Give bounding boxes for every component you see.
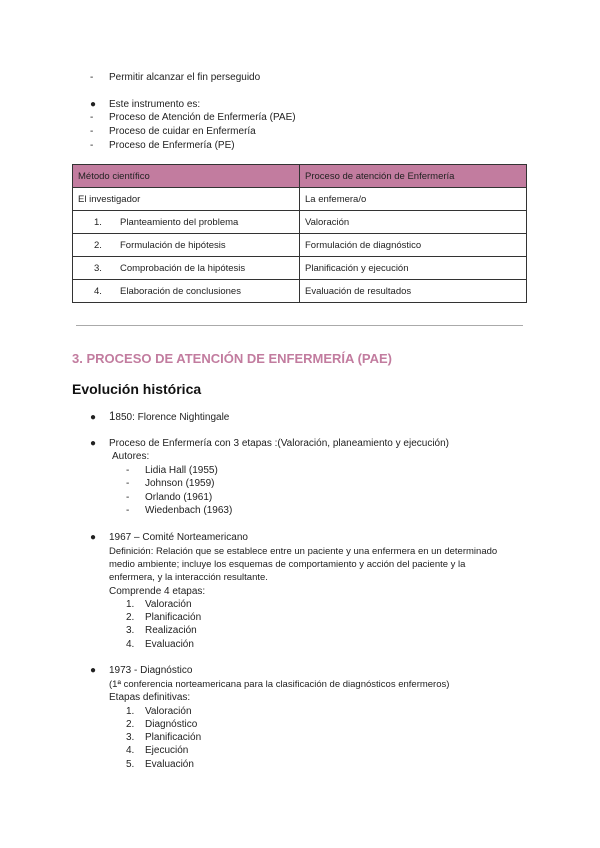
table-row [73, 188, 527, 211]
table-cell: Formulación de diagnóstico [300, 234, 527, 257]
stage-item: 1. Valoración [126, 706, 192, 717]
table-cell: 4. Elaboración de conclusiones [73, 280, 300, 303]
stage-item: 2. Planificación [126, 612, 202, 623]
stage-item: 3. Planificación [126, 732, 202, 743]
history-bullet-1967: ● 1967 – Comité Norteamericano [90, 532, 248, 543]
stage-item: 4. Evaluación [126, 639, 194, 650]
intro-sub-item: - Proceso de Atención de Enfermería (PAE) [90, 112, 296, 123]
bullet-marker: ● [90, 532, 97, 543]
stage-item: 4. Ejecución [126, 745, 189, 756]
table-header-row [73, 165, 527, 188]
definition-line: enfermera, y la interacción resultante. [109, 572, 268, 583]
comparison-table [72, 164, 527, 303]
table-cell: 3. Comprobación de la hipótesis [73, 257, 300, 280]
stages-label: Comprende 4 etapas: [109, 586, 206, 597]
stages-label: Etapas definitivas: [109, 692, 191, 703]
authors-label: Autores: [112, 451, 150, 462]
stage-item: 1. Valoración [126, 599, 192, 610]
intro-bullet-item: ● Este instrumento es: [90, 99, 201, 110]
bullet-marker: ● [90, 438, 97, 449]
table-cell: El investigador [73, 188, 300, 211]
table-row [73, 280, 527, 303]
subsection-heading: Evolución histórica [72, 381, 202, 397]
table-row [73, 211, 527, 234]
table-cell: 1. Planteamiento del problema [73, 211, 300, 234]
intro-dash-item: - Permitir alcanzar el fin perseguido [90, 72, 261, 83]
definition-line: medio ambiente; incluye los esquemas de comportamiento y acción del paciente y la [109, 559, 466, 570]
section-heading: 3. PROCESO DE ATENCIÓN DE ENFERMERÍA (PAE) [72, 351, 392, 366]
bullet-marker: ● [90, 412, 97, 423]
table-row [73, 257, 527, 280]
author-item: - Orlando (1961) [126, 492, 213, 503]
history-bullet-1850: ● 1850: Florence Nightingale [90, 411, 230, 423]
dash-marker: - [90, 72, 94, 83]
history-bullet-1973: ● 1973 - Diagnóstico [90, 665, 193, 676]
bullet-marker: ● [90, 99, 97, 110]
section-divider [76, 325, 523, 326]
stage-item: 2. Diagnóstico [126, 719, 198, 730]
table-header-cell: Método científico [73, 165, 300, 188]
table-cell: 2. Formulación de hipótesis [73, 234, 300, 257]
stage-item: 5. Evaluación [126, 759, 194, 770]
conference-note: (1ª conferencia norteamericana para la clasificación de diagnósticos enfermeros) [109, 679, 450, 690]
table-cell: Valoración [300, 211, 527, 234]
table-cell: Evaluación de resultados [300, 280, 527, 303]
author-item: - Lidia Hall (1955) [126, 465, 218, 476]
intro-sub-item: - Proceso de cuidar en Enfermería [90, 126, 256, 137]
table-cell: Planificación y ejecución [300, 257, 527, 280]
history-bullet-3-etapas: ● Proceso de Enfermería con 3 etapas :(Valoración, planeamiento y ejecución) [90, 438, 450, 449]
table-row [73, 234, 527, 257]
author-item: - Johnson (1959) [126, 478, 215, 489]
bullet-marker: ● [90, 665, 97, 676]
stage-item: 3. Realización [126, 625, 197, 636]
table-header-cell: Proceso de atención de Enfermería [300, 165, 527, 188]
intro-sub-item: - Proceso de Enfermería (PE) [90, 140, 235, 151]
author-item: - Wiedenbach (1963) [126, 505, 233, 516]
table-cell: La enfemera/o [300, 188, 527, 211]
definition-line: Definición: Relación que se establece entre un paciente y una enfermera en un determinado [109, 546, 498, 557]
